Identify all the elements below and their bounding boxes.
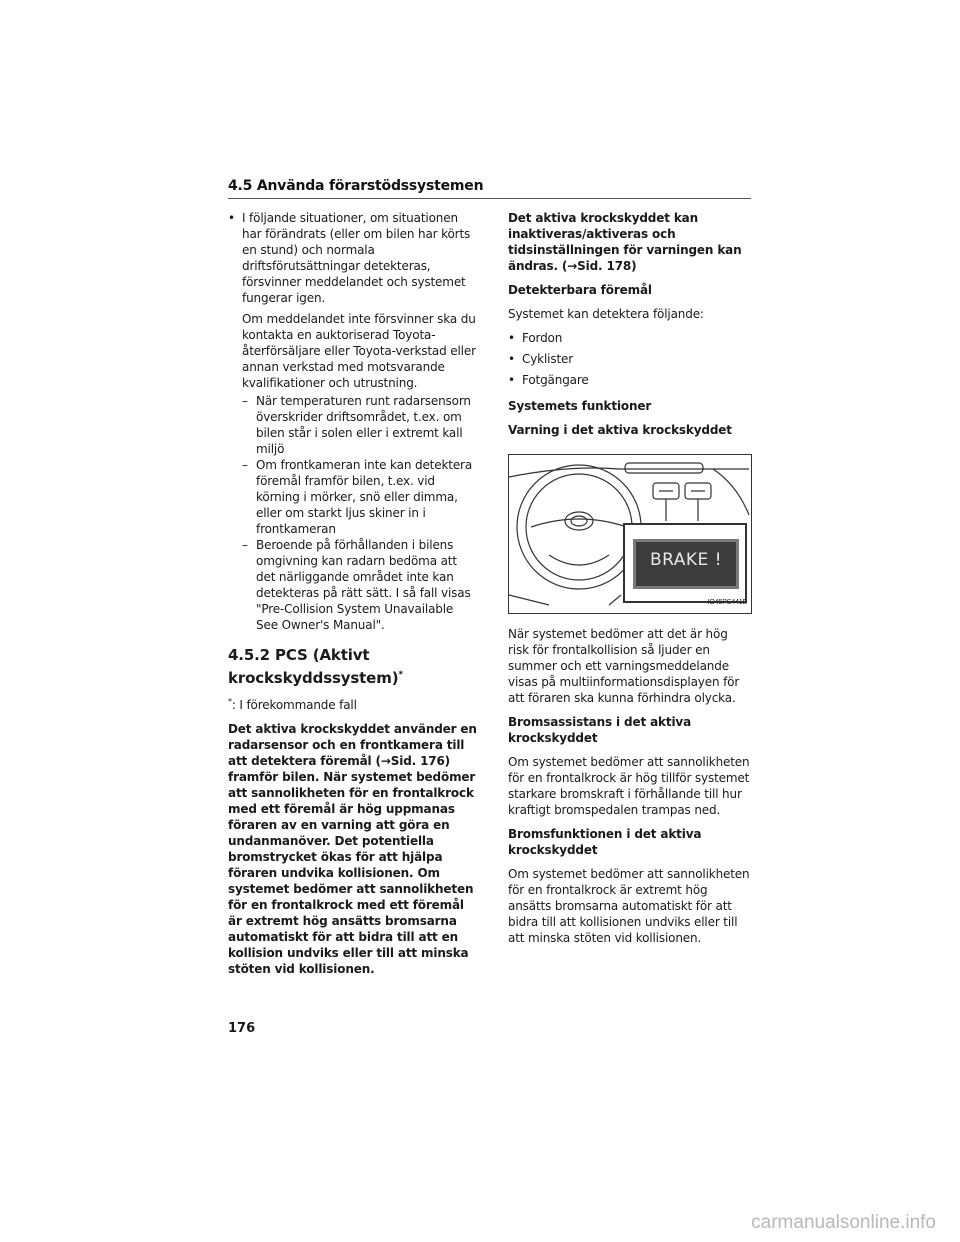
detectable-item-cyclists xyxy=(508,351,752,367)
dash-item-2 xyxy=(228,457,478,537)
settings-note: Det aktiva krockskyddet kan inaktiveras/aktiveras och tidsinställningen för varningen kan ändras. (→Sid. 178) xyxy=(508,211,742,273)
contact-paragraph: Om meddelandet inte försvinner ska du kontakta en auktoriserad Toyota-återförsäljare eller Toyota-verkstad eller annan verkstad med motsvarande kvalifikationer och utrustning. xyxy=(242,312,476,390)
site-watermark[interactable]: carmanualsonline.info xyxy=(751,1212,936,1233)
detectable-item-text: Fotgängare xyxy=(522,373,589,387)
detectable-intro: Systemet kan detektera följande: xyxy=(508,307,704,321)
bullet-symbol: • xyxy=(508,373,515,387)
assist-heading: Bromsassistans i det aktiva krockskyddet xyxy=(508,715,692,745)
intro-bullet xyxy=(228,210,478,306)
warning-heading: Varning i det aktiva krockskyddet xyxy=(508,423,732,437)
right-column xyxy=(508,210,752,954)
warning-paragraph: När systemet bedömer att det är hög risk för frontalkollision så ljuder en summer och ett varningsmeddelande visas på multiinformationsdisplayen för att föraren ska kunna förhindra olycka. xyxy=(508,627,740,705)
bullet-symbol: • xyxy=(508,331,515,345)
functions-heading: Systemets funktioner xyxy=(508,399,652,413)
bullet-symbol: • xyxy=(228,211,235,225)
dash-symbol: – xyxy=(242,394,248,408)
dash-item-text: Beroende på förhållanden i bilens omgivning kan radarn bedöma att det närliggande området inte kan detekteras på rätt sätt. I så fall visas "Pre-Collision System Unavailable See Owner's Manual". xyxy=(256,538,471,632)
multi-information-display xyxy=(623,523,747,603)
pcs-description: Det aktiva krockskyddet använder en radarsensor och en frontkamera till att detektera föremål (→Sid. 176) framför bilen. När systemet bedömer att sannolikheten för en frontalkrock med ett föremål är hög uppmanas föraren av en varning att göra en undanmanöver. Det potentiella bromstrycket ökas för att hjälpa föraren undvika kollisionen. Om systemet bedömer att sannolikheten för en frontalkrock med ett föremål är extremt hög ansätts bromsarna automatiskt för att bidra till att en kollision undviks eller till att minska stöten vid kollisionen. xyxy=(228,722,477,976)
section-header: 4.5 Använda förarstödssystemen xyxy=(228,178,484,194)
brake-function-paragraph: Om systemet bedömer att sannolikheten för en frontalkrock är extremt hög ansätts bromsarna automatiskt för att bidra till att kollisionen undviks eller till att minska stöten vid kollisionen. xyxy=(508,867,750,945)
detectable-item-vehicles xyxy=(508,330,752,346)
detectable-item-text: Fordon xyxy=(522,331,563,345)
footnote-text: : I förekommande fall xyxy=(231,698,357,712)
detectable-item-text: Cyklister xyxy=(522,352,574,366)
dash-item-1 xyxy=(228,393,478,457)
dash-item-3 xyxy=(228,537,478,633)
header-divider xyxy=(228,198,751,199)
section-title xyxy=(228,645,478,688)
section-title-star: * xyxy=(398,670,403,680)
brake-warning-text: BRAKE ! xyxy=(649,550,723,570)
figure-code: IO45PS441E xyxy=(707,599,747,606)
section-title-text: 4.5.2 PCS (Aktivt krockskyddssystem) xyxy=(228,646,399,687)
footnote-star: * xyxy=(228,697,232,706)
brake-function-heading: Bromsfunktionen i det aktiva krockskyddet xyxy=(508,827,702,857)
left-column xyxy=(228,210,478,985)
assist-paragraph: Om systemet bedömer att sannolikheten för en frontalkrock är hög tillför systemet starkare bromskraft i förhållande till hur kraftigt bromspedalen trampas ned. xyxy=(508,755,750,817)
dash-symbol: – xyxy=(242,458,248,472)
detectable-heading: Detekterbara föremål xyxy=(508,283,652,297)
bullet-symbol: • xyxy=(508,352,515,366)
page-number: 176 xyxy=(228,1021,256,1036)
detectable-item-pedestrians xyxy=(508,372,752,388)
footnote xyxy=(228,694,478,713)
dash-item-text: När temperaturen runt radarsensorn överskrider driftsområdet, t.ex. om bilen står i solen eller i extremt kall miljö xyxy=(256,394,471,456)
dash-item-text: Om frontkameran inte kan detektera föremål framför bilen, t.ex. vid körning i mörker, snö eller dimma, eller om starkt ljus skiner in i frontkameran xyxy=(256,458,473,536)
intro-bullet-text: I följande situationer, om situationen har förändrats (eller om bilen har körts en stund) och normala driftsförutsättningar detekteras, försvinner meddelandet och systemet fungerar igen. xyxy=(242,211,471,305)
brake-warning-screen xyxy=(633,539,739,589)
dash-symbol: – xyxy=(242,538,248,552)
dashboard-illustration xyxy=(508,454,752,614)
